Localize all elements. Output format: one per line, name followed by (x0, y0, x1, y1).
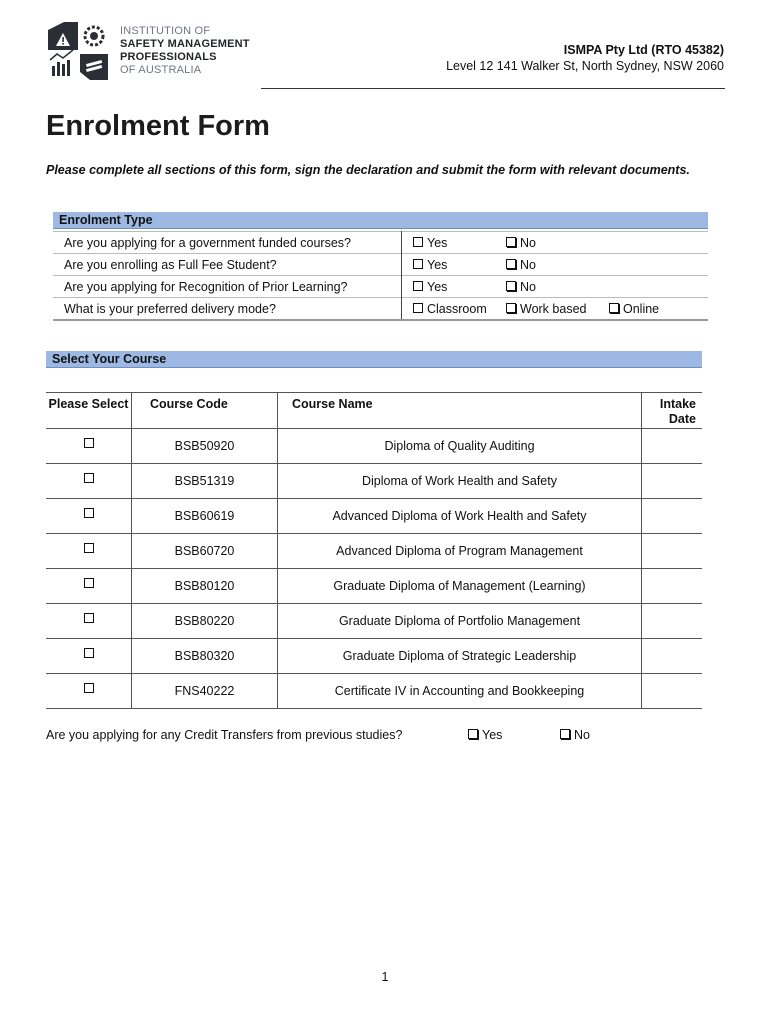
select-cell (46, 569, 132, 604)
checkbox-icon[interactable] (506, 281, 516, 291)
checkbox-icon[interactable] (560, 729, 570, 739)
checkbox-icon[interactable] (506, 303, 516, 313)
course-name: Advanced Diploma of Work Health and Safety (278, 499, 642, 534)
course-code: BSB80220 (132, 604, 278, 639)
course-checkbox[interactable] (84, 473, 94, 483)
column-header-code: Course Code (132, 393, 278, 429)
course-code: BSB50920 (132, 429, 278, 464)
table-row (46, 569, 702, 604)
course-name: Diploma of Work Health and Safety (278, 464, 642, 499)
enrolment-type-heading: Enrolment Type (53, 212, 708, 229)
course-name: Diploma of Quality Auditing (278, 429, 642, 464)
logo-line-1: INSTITUTION OF (120, 25, 211, 37)
intake-date-field[interactable] (642, 429, 703, 464)
column-header-name: Course Name (278, 393, 642, 429)
option-yes[interactable]: Yes (413, 236, 506, 250)
course-code: FNS40222 (132, 674, 278, 709)
company-name: ISMPA Pty Ltd (RTO 45382) (563, 43, 724, 57)
course-name: Certificate IV in Accounting and Bookkeeping (278, 674, 642, 709)
option-online[interactable]: Online (609, 302, 659, 316)
question-rpl: Are you applying for Recognition of Prior Learning? (53, 276, 402, 298)
logo-text (120, 25, 250, 77)
course-checkbox[interactable] (84, 683, 94, 693)
option-yes[interactable]: Yes (413, 280, 506, 294)
intake-date-field[interactable] (642, 534, 703, 569)
credit-option-no[interactable]: No (560, 728, 590, 742)
course-code: BSB80320 (132, 639, 278, 674)
course-code: BSB60619 (132, 499, 278, 534)
course-checkbox[interactable] (84, 508, 94, 518)
course-code: BSB51319 (132, 464, 278, 499)
table-row (46, 534, 702, 569)
checkbox-icon[interactable] (506, 259, 516, 269)
checkbox-icon[interactable] (468, 729, 478, 739)
answer-cell (402, 254, 709, 276)
column-header-select: Please Select (46, 393, 132, 429)
column-header-intake: Intake Date (642, 393, 703, 429)
table-row (46, 429, 702, 464)
enrolment-type-table (53, 231, 708, 321)
course-checkbox[interactable] (84, 578, 94, 588)
credit-transfer-question: Are you applying for any Credit Transfers from previous studies? (46, 728, 403, 742)
table-header-row (46, 393, 702, 429)
page-number: 1 (381, 970, 389, 984)
table-row (53, 276, 708, 298)
credit-option-yes[interactable]: Yes (468, 728, 502, 742)
checkbox-icon[interactable] (609, 303, 619, 313)
course-name: Advanced Diploma of Program Management (278, 534, 642, 569)
intake-date-field[interactable] (642, 604, 703, 639)
course-checkbox[interactable] (84, 543, 94, 553)
table-row (46, 464, 702, 499)
select-course-heading: Select Your Course (46, 351, 702, 368)
intake-date-field[interactable] (642, 569, 703, 604)
course-name: Graduate Diploma of Management (Learning) (278, 569, 642, 604)
table-row (53, 232, 708, 254)
checkbox-icon[interactable] (413, 303, 423, 313)
select-cell (46, 639, 132, 674)
answer-cell (402, 276, 709, 298)
option-classroom[interactable]: Classroom (413, 302, 506, 316)
table-row (46, 499, 702, 534)
checkbox-icon[interactable] (413, 259, 423, 269)
select-cell (46, 429, 132, 464)
intake-date-field[interactable] (642, 639, 703, 674)
select-cell (46, 674, 132, 709)
intake-date-field[interactable] (642, 499, 703, 534)
intake-date-field[interactable] (642, 464, 703, 499)
logo-emblem-icon (46, 20, 116, 82)
checkbox-icon[interactable] (413, 281, 423, 291)
table-row (53, 254, 708, 276)
institution-logo (46, 20, 261, 82)
course-table (46, 392, 702, 709)
intake-date-field[interactable] (642, 674, 703, 709)
company-details (446, 42, 724, 74)
select-cell (46, 604, 132, 639)
answer-cell (402, 298, 709, 321)
option-no[interactable]: No (506, 236, 536, 250)
company-address: Level 12 141 Walker St, North Sydney, NSW 2060 (446, 59, 724, 73)
course-checkbox[interactable] (84, 648, 94, 658)
option-work-based[interactable]: Work based (506, 302, 609, 316)
course-checkbox[interactable] (84, 613, 94, 623)
option-no[interactable]: No (506, 280, 536, 294)
select-cell (46, 464, 132, 499)
question-delivery-mode: What is your preferred delivery mode? (53, 298, 402, 321)
checkbox-icon[interactable] (506, 237, 516, 247)
select-cell (46, 534, 132, 569)
option-yes[interactable]: Yes (413, 258, 506, 272)
header-divider (261, 88, 725, 89)
option-no[interactable]: No (506, 258, 536, 272)
select-cell (46, 499, 132, 534)
course-checkbox[interactable] (84, 438, 94, 448)
course-code: BSB80120 (132, 569, 278, 604)
answer-cell (402, 232, 709, 254)
credit-transfer-row (46, 728, 590, 742)
logo-line-3: PROFESSIONALS (120, 51, 217, 63)
question-full-fee: Are you enrolling as Full Fee Student? (53, 254, 402, 276)
form-instructions: Please complete all sections of this form, sign the declaration and submit the form with relevant documents. (46, 163, 690, 177)
course-code: BSB60720 (132, 534, 278, 569)
question-government-funded: Are you applying for a government funded courses? (53, 232, 402, 254)
page-title: Enrolment Form (46, 110, 270, 142)
logo-line-2: SAFETY MANAGEMENT (120, 38, 250, 50)
logo-line-4: OF AUSTRALIA (120, 64, 202, 76)
table-row (53, 298, 708, 321)
table-row (46, 639, 702, 674)
checkbox-icon[interactable] (413, 237, 423, 247)
course-name: Graduate Diploma of Portfolio Management (278, 604, 642, 639)
table-row (46, 604, 702, 639)
table-row (46, 674, 702, 709)
course-name: Graduate Diploma of Strategic Leadership (278, 639, 642, 674)
